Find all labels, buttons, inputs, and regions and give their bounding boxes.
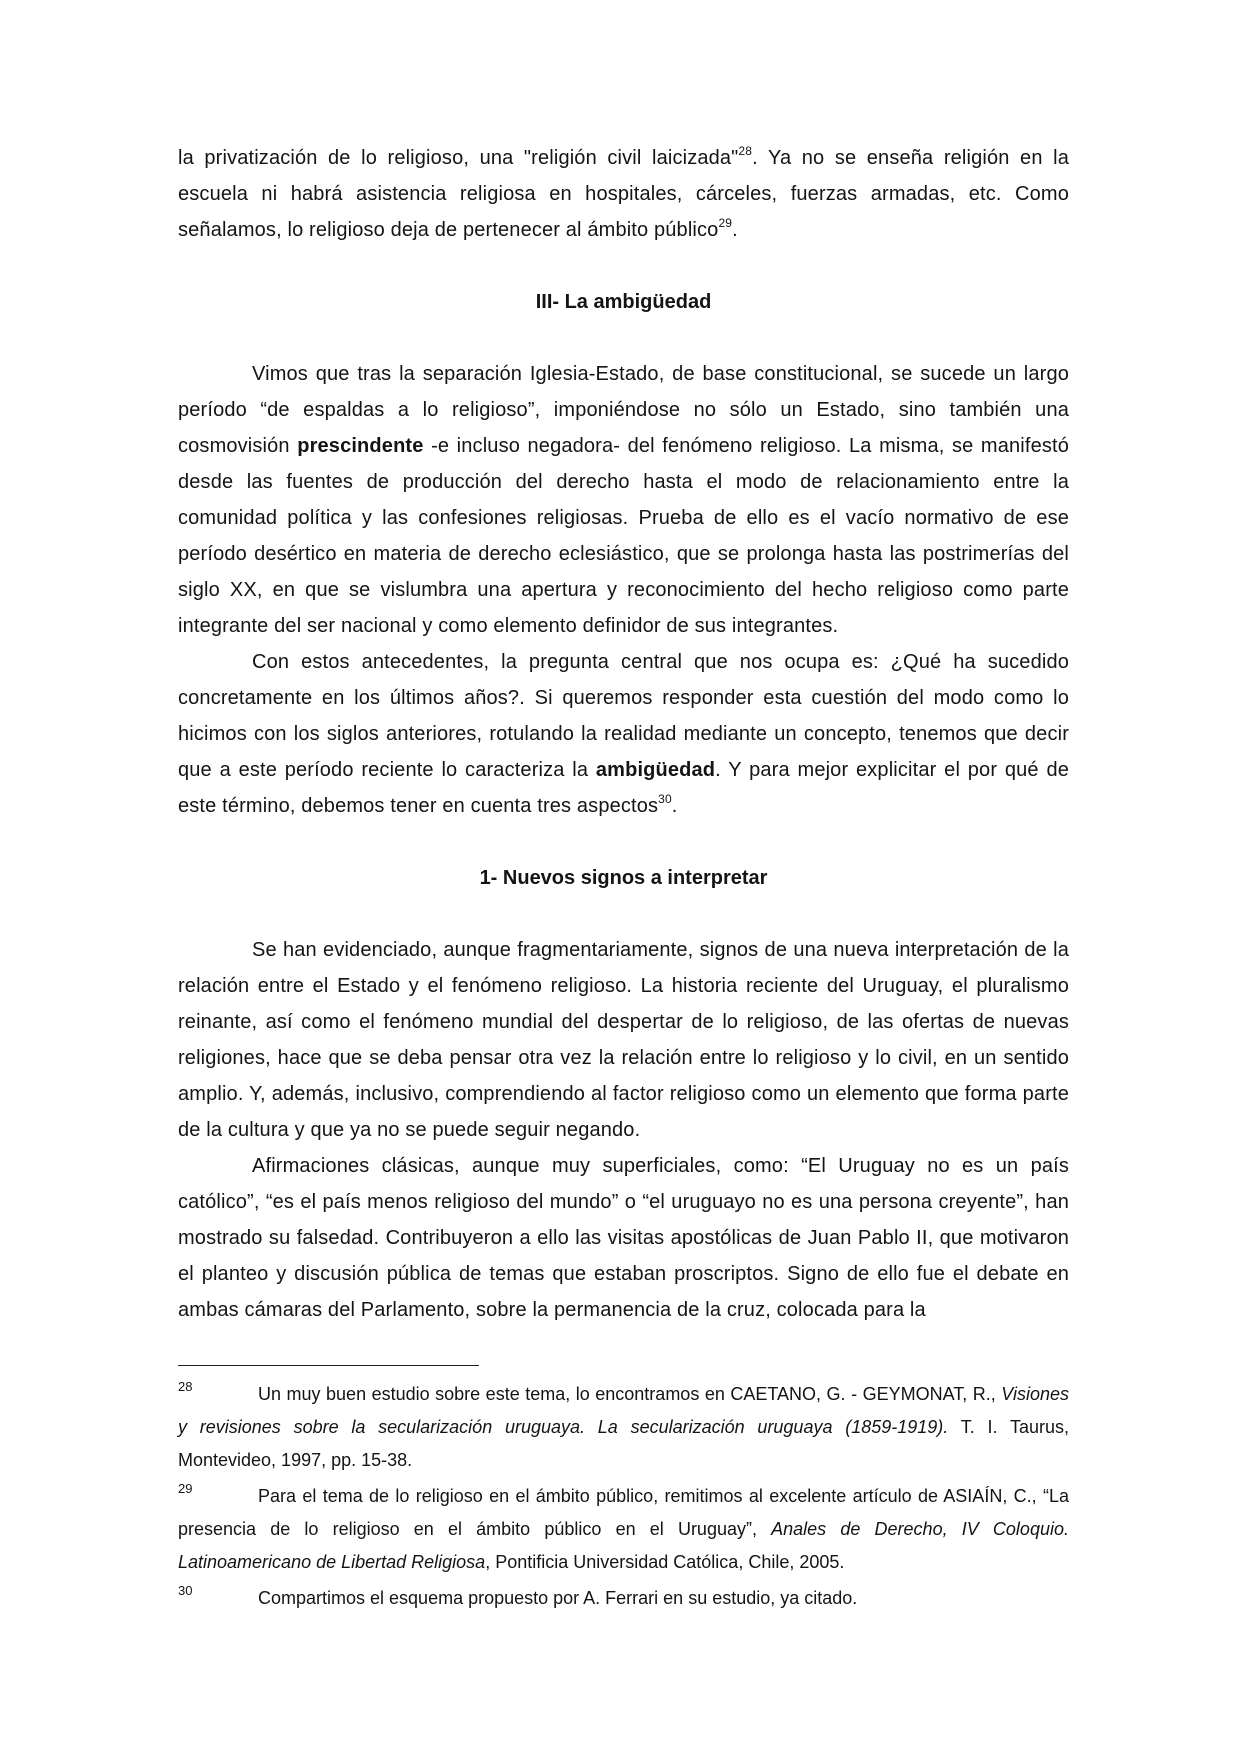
bold-term: prescindente (297, 435, 424, 457)
paragraph-4: Se han evidenciado, aunque fragmentariamente, signos de una nueva interpretación de la relación entre el Estado y el fenómeno religioso. La historia reciente del Uruguay, el pluralismo reinante, así como el fenómeno mundial del despertar de lo religioso, de las ofertas de nuevas religiones, hace que se deba pensar otra vez la relación entre lo religioso y lo civil, en un sentido amplio. Y, además, inclusivo, comprendiendo al factor religioso como un elemento que forma parte de la cultura y que ya no se puede seguir negando. (178, 939, 1069, 1141)
text-run: Vimos que tras la separación Iglesia-Estado, de base constitucional, se sucede un largo período “de espaldas a lo religioso”, imponiéndose no sólo un Estado, sino también una cosmovisión (178, 363, 1069, 457)
footnote-ref-29[interactable]: 29 (718, 216, 733, 230)
paragraph-1 (178, 140, 1069, 248)
text-run: Un muy buen estudio sobre este tema, lo encontramos en CAETANO, G. - GEYMONAT, R., (258, 1384, 1002, 1404)
text-run: Compartimos el esquema propuesto por A. Ferrari en su estudio, ya citado. (258, 1588, 858, 1608)
paragraph-3 (178, 644, 1069, 824)
footnote-29: 29 Para el tema de lo religioso en el ámbito público, remitimos al excelente artículo de ASIAÍN, C., “La presencia de lo religioso en el ámbito público en el Uruguay”, Anales de Derecho, IV Coloquio. Latinoamericano de Libertad Religiosa, Pontificia Universidad Católica, Chile, 2005. (178, 1481, 1069, 1572)
italic-title: Visiones y revisiones sobre la secularización uruguaya. La secularización uruguaya (1859-1919). (178, 1384, 1069, 1437)
italic-title: Anales de Derecho, IV Coloquio. Latinoamericano de Libertad Religiosa (178, 1519, 1069, 1572)
footnote-separator (178, 1365, 479, 1366)
footnote-ref-30[interactable]: 30 (658, 792, 672, 806)
text-run: T. I. Taurus, Montevideo, 1997, pp. 15-38. (178, 1417, 1069, 1470)
section-heading: III- La ambigüedad (535, 291, 712, 313)
text-run: . Y para mejor explicitar el por qué de este término, debemos tener en cuenta tres aspectos (178, 759, 1069, 817)
footnote-ref-28[interactable]: 28 (738, 144, 753, 158)
text-run: , Pontificia Universidad Católica, Chile, 2005. (485, 1552, 845, 1572)
text-run: . (732, 219, 738, 241)
bold-term: ambigüedad (595, 759, 716, 781)
text-run: la privatización de lo religioso, una "religión civil laicizada" (178, 147, 739, 169)
footnote-30: 30 Compartimos el esquema propuesto por A. Ferrari en su estudio, ya citado. (178, 1583, 858, 1608)
text-run: . (671, 795, 678, 817)
subsection-heading: 1- Nuevos signos a interpretar (479, 867, 768, 889)
text-run: -e incluso negadora- del fenómeno religioso. La misma, se manifestó desde las fuentes de producción del derecho hasta el modo de relacionamiento entre la comunidad política y las confesiones religiosas. Prueba de ello es el vacío normativo de ese período desértico en materia de derecho eclesiástico, que se prolonga hasta las postrimerías del siglo XX, en que se vislumbra una apertura y reconocimiento del hecho religioso como parte integrante del ser nacional y como elemento definidor de sus integrantes. (178, 435, 1069, 637)
paragraph-5: Afirmaciones clásicas, aunque muy superficiales, como: “El Uruguay no es un país católico”, “es el país menos religioso del mundo” o “el uruguayo no es una persona creyente”, han mostrado su falsedad. Contribuyeron a ello las visitas apostólicas de Juan Pablo II, que motivaron el planteo y discusión pública de temas que estaban proscriptos. Signo de ello fue el debate en ambas cámaras del Parlamento, sobre la permanencia de la cruz, colocada para la (178, 1155, 1069, 1321)
text-run: . Ya no se enseña religión en la escuela ni habrá asistencia religiosa en hospitales, cárceles, fuerzas armadas, etc. Como señalamos, lo religioso deja de pertenecer al ámbito público (178, 147, 1069, 241)
footnote-28: 28 Un muy buen estudio sobre este tema, lo encontramos en CAETANO, G. - GEYMONAT, R., Visiones y revisiones sobre la secularización uruguaya. La secularización uruguaya (1859-1919). T. I. Taurus, Montevideo, 1997, pp. 15-38. (178, 1379, 1069, 1470)
text-run: Con estos antecedentes, la pregunta central que nos ocupa es: ¿Qué ha sucedido concretamente en los últimos años?. Si queremos responder esta cuestión del modo como lo hicimos con los siglos anteriores, rotulando la realidad mediante un concepto, tenemos que decir que a este período reciente lo caracteriza la (178, 651, 1069, 781)
main-text (178, 140, 1069, 1328)
paragraph-2 (178, 356, 1069, 644)
text-run: Para el tema de lo religioso en el ámbito público, remitimos al excelente artículo de ASIAÍN, C., “La presencia de lo religioso en el ámbito público en el Uruguay”, (178, 1486, 1069, 1539)
footnotes (178, 1378, 1069, 1615)
